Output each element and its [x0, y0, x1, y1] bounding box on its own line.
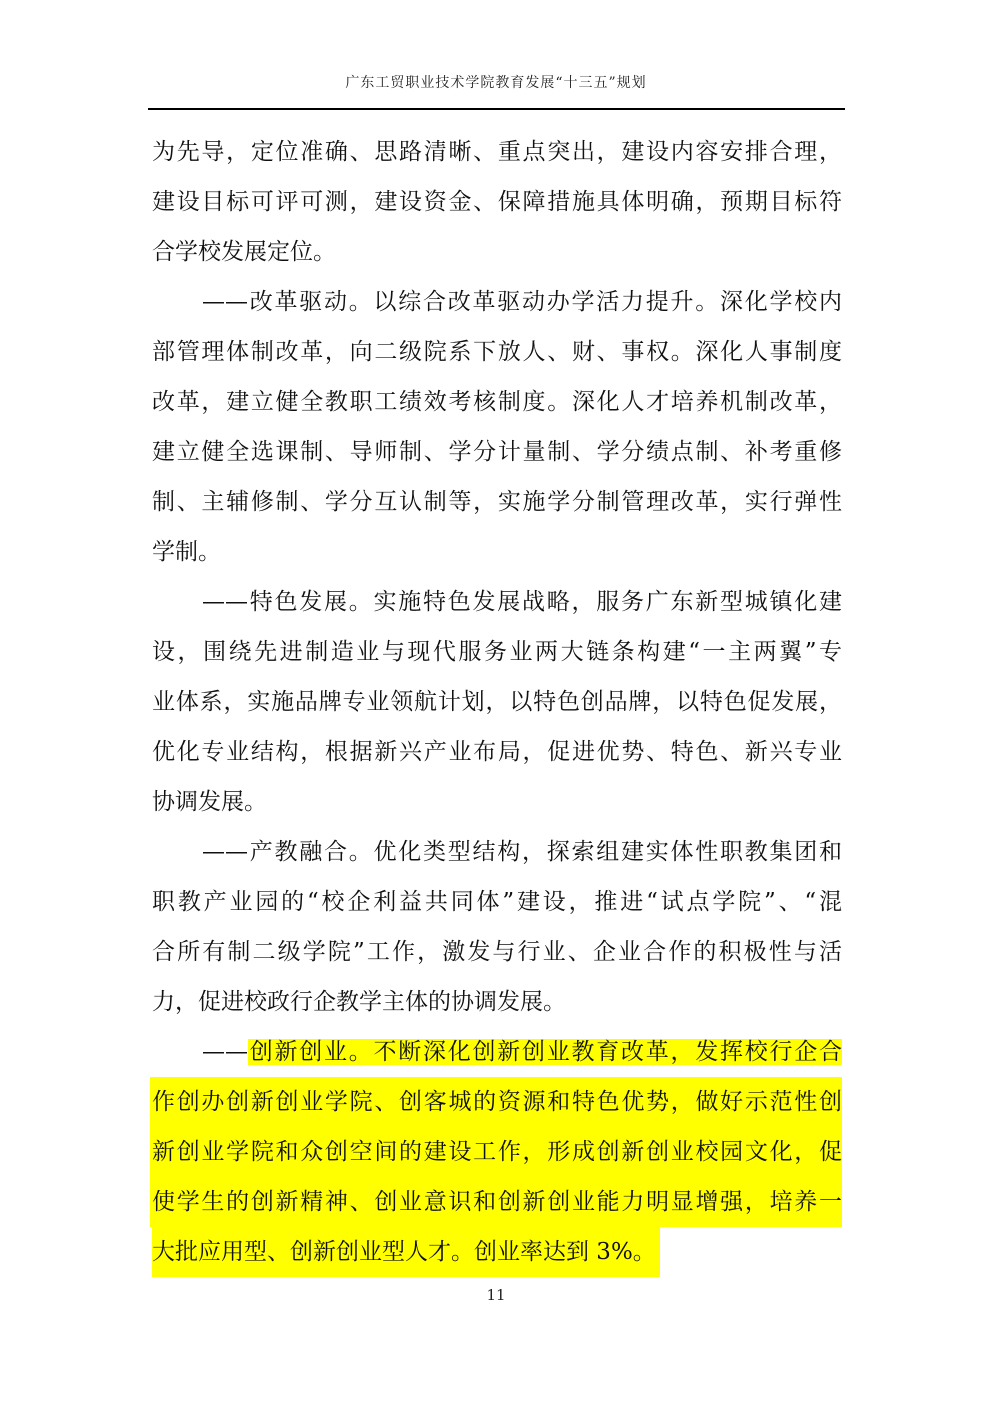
text-line: ——特色发展。实施特色发展战略，服务广东新型城镇化建	[202, 589, 842, 615]
highlighted-line: 新创业学院和众创空间的建设工作，形成创新创业校园文化，促	[150, 1127, 842, 1177]
text-line: 协调发展。	[152, 789, 267, 815]
text-line: 力，促进校政行企教学主体的协调发展。	[152, 989, 566, 1015]
highlighted-text: 创新创业。不断深化创新创业教育改革，发挥校行企合	[248, 1039, 842, 1065]
em-dash: ——	[202, 1039, 248, 1065]
text-line: 设，围绕先进制造业与现代服务业两大链条构建“一主两翼”专	[152, 639, 842, 665]
text-line: 业体系，实施品牌专业领航计划，以特色创品牌，以特色促发展，	[152, 689, 842, 715]
text-line: 学制。	[152, 539, 221, 565]
highlighted-text: 大批应用型、创新创业型人才。创业率达到 3%。	[152, 1227, 660, 1277]
text-line: 优化专业结构，根据新兴产业布局，促进优势、特色、新兴专业	[152, 739, 842, 765]
header-divider	[148, 108, 845, 110]
highlighted-paragraph-first-line	[152, 1027, 842, 1077]
text-line: 为先导，定位准确、思路清晰、重点突出，建设内容安排合理，	[152, 139, 842, 165]
text-line: ——改革驱动。以综合改革驱动办学活力提升。深化学校内	[202, 289, 842, 315]
text-line: 改革，建立健全教职工绩效考核制度。深化人才培养机制改革，	[152, 389, 842, 415]
text-line: 合所有制二级学院”工作，激发与行业、企业合作的积极性与活	[152, 939, 842, 965]
running-header: 广东工贸职业技术学院教育发展“十三五”规划	[345, 75, 647, 91]
page-number: 11	[486, 1286, 506, 1304]
text-line: 合学校发展定位。	[152, 239, 336, 265]
highlighted-line: 使学生的创新精神、创业意识和创新创业能力明显增强，培养一	[150, 1177, 842, 1227]
highlighted-line: 作创办创新创业学院、创客城的资源和特色优势，做好示范性创	[150, 1077, 842, 1127]
text-line: ——产教融合。优化类型结构，探索组建实体性职教集团和	[202, 839, 842, 865]
text-line: 制、主辅修制、学分互认制等，实施学分制管理改革，实行弹性	[152, 489, 842, 515]
text-line: 部管理体制改革，向二级院系下放人、财、事权。深化人事制度	[152, 339, 842, 365]
text-line: 职教产业园的“校企利益共同体”建设，推进“试点学院”、“混	[152, 889, 842, 915]
highlighted-line-last	[152, 1227, 842, 1277]
text-line: 建立健全选课制、导师制、学分计量制、学分绩点制、补考重修	[152, 439, 842, 465]
document-body	[152, 127, 842, 1277]
text-line: 建设目标可评可测，建设资金、保障措施具体明确，预期目标符	[152, 189, 842, 215]
